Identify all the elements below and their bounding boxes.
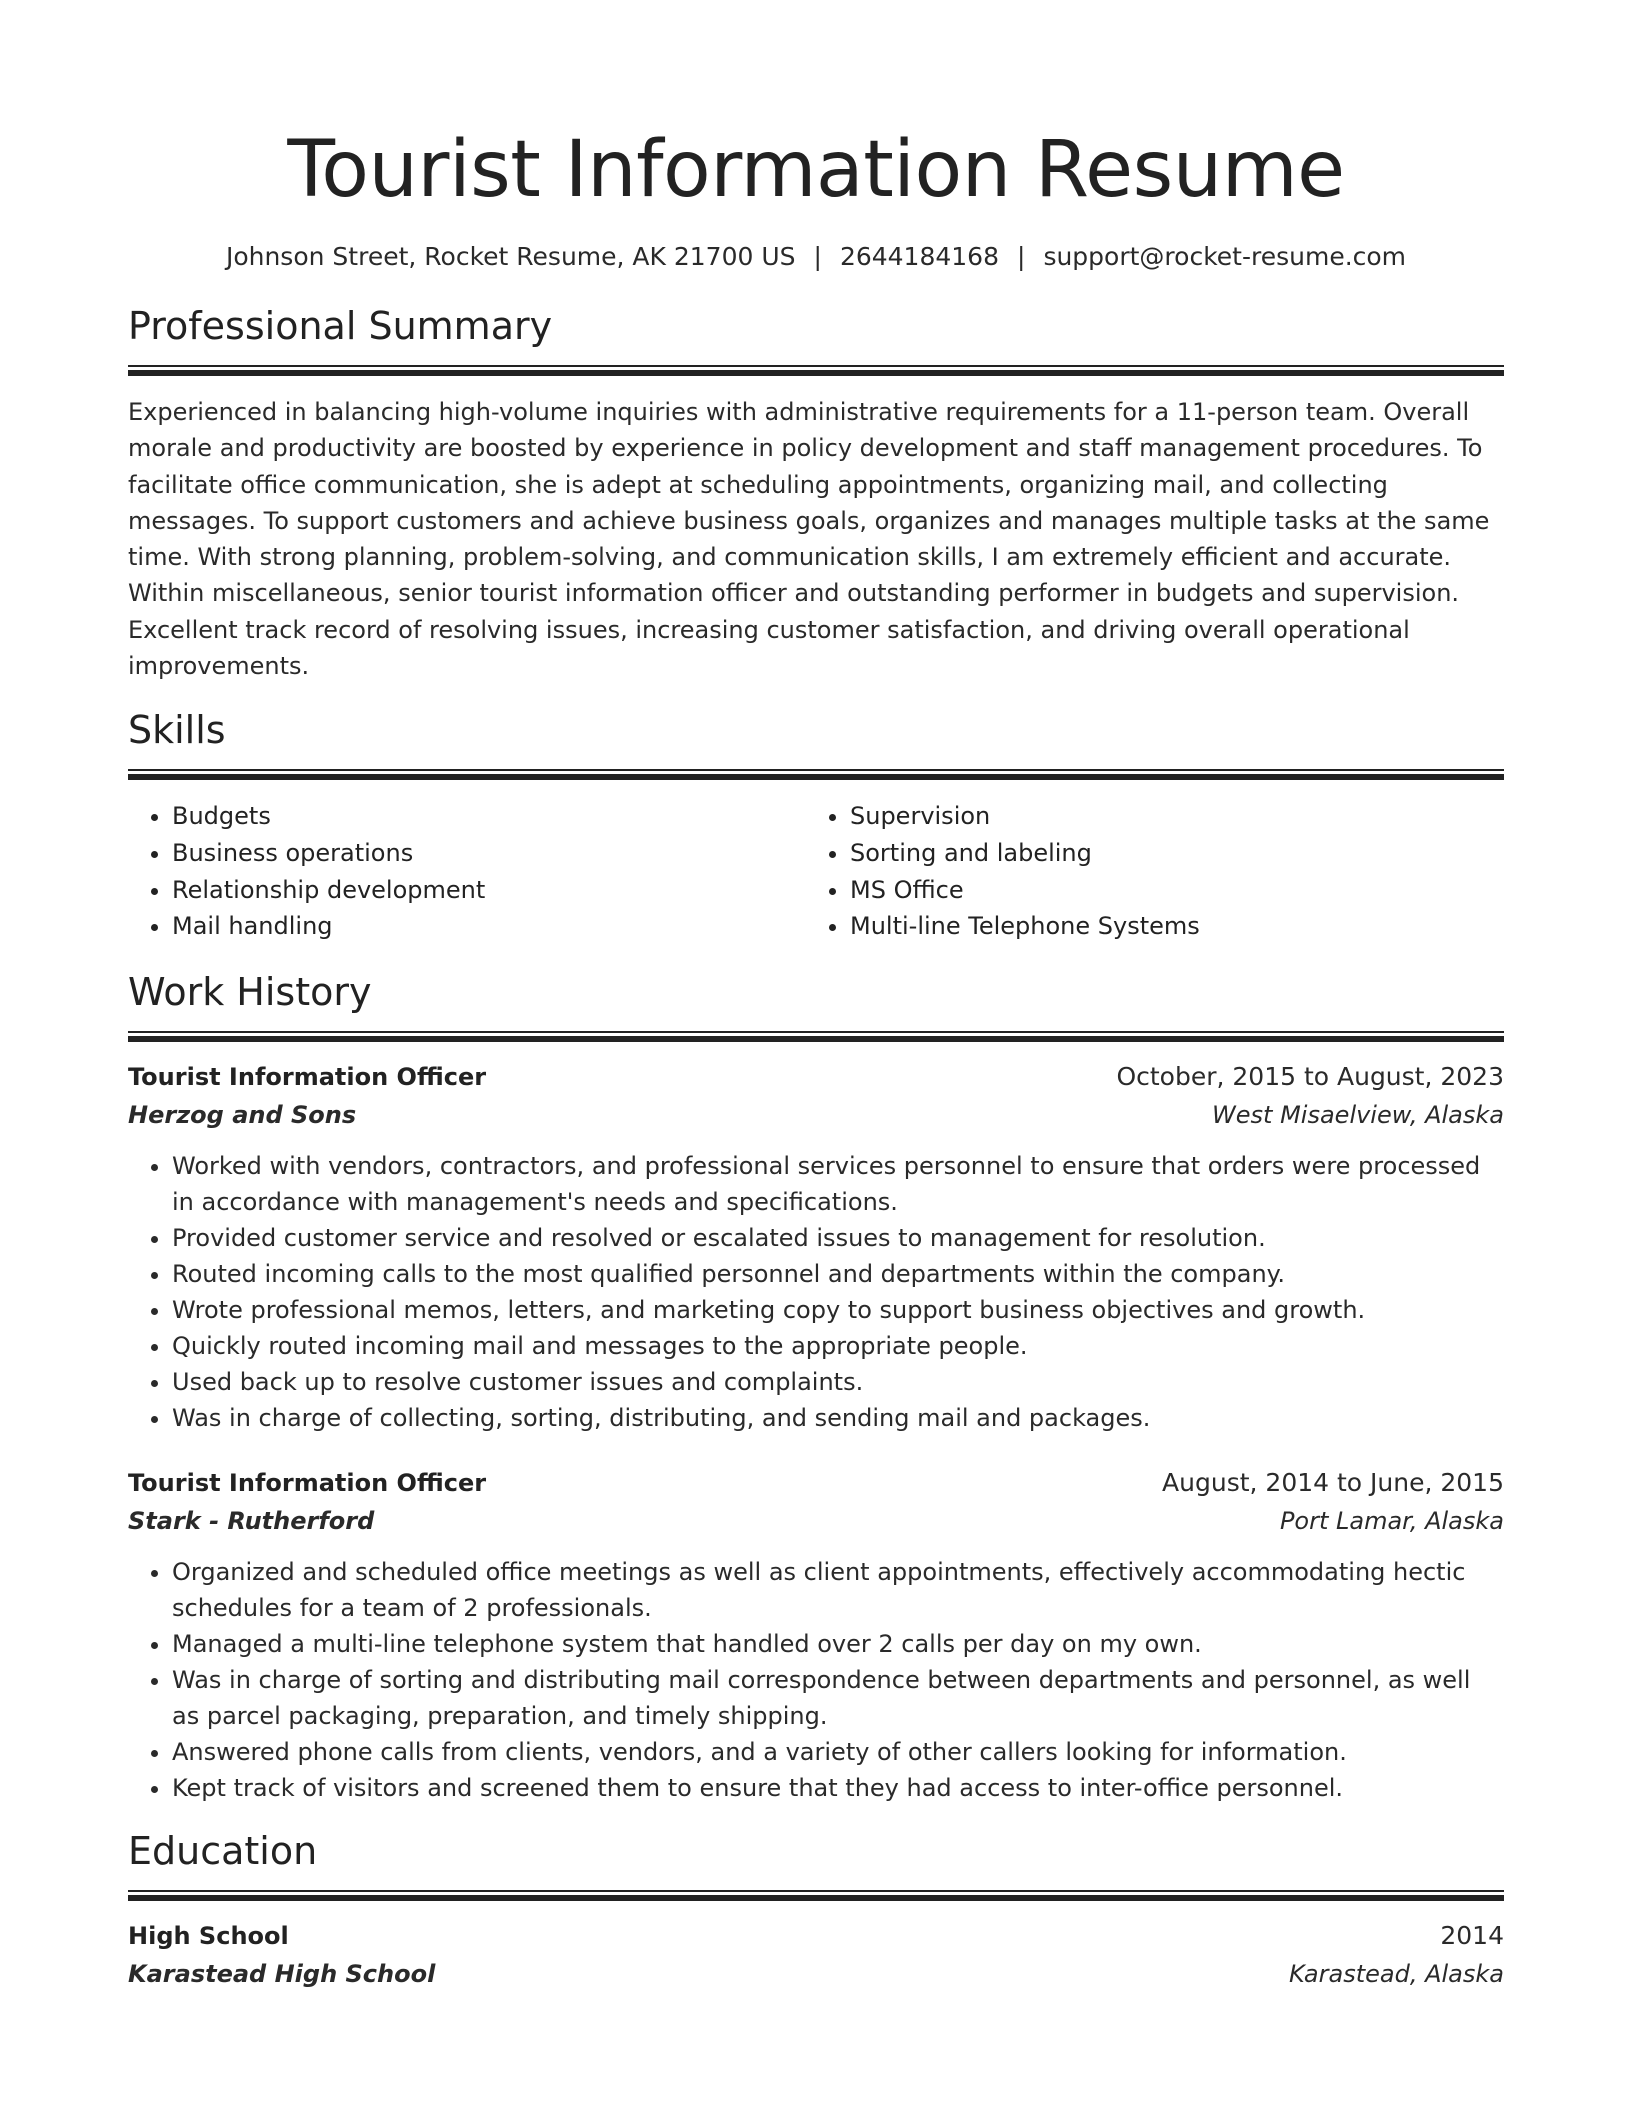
skill-item: • MS Office bbox=[850, 872, 1484, 909]
contact-address: Johnson Street, Rocket Resume, AK 21700 US bbox=[225, 242, 796, 271]
section-divider bbox=[128, 769, 1504, 780]
education-header bbox=[128, 1917, 1504, 1955]
job-entry bbox=[128, 1058, 1504, 1436]
work-history-section bbox=[128, 969, 1504, 1806]
contact-separator: | bbox=[813, 242, 822, 271]
job-bullet: • Wrote professional memos, letters, and marketing copy to support business objectives and growth. bbox=[172, 1292, 1504, 1328]
section-divider bbox=[128, 1031, 1504, 1042]
job-title: Tourist Information Officer bbox=[128, 1469, 487, 1498]
job-subheader bbox=[128, 1096, 1504, 1134]
education-entry bbox=[128, 1917, 1504, 1993]
section-title-summary: Professional Summary bbox=[128, 304, 553, 348]
contact-email: support@rocket-resume.com bbox=[1043, 242, 1407, 271]
skills-list bbox=[128, 798, 1504, 945]
job-bullets bbox=[128, 1554, 1504, 1806]
job-bullet: • Was in charge of collecting, sorting, distributing, and sending mail and packages. bbox=[172, 1400, 1504, 1436]
job-bullet: • Worked with vendors, contractors, and professional services personnel to ensure that orders were processed in accordance with management's needs and specifications. bbox=[172, 1148, 1504, 1220]
job-bullet: • Routed incoming calls to the most qualified personnel and departments within the company. bbox=[172, 1256, 1504, 1292]
skills-column-right bbox=[806, 798, 1484, 945]
job-bullet: • Quickly routed incoming mail and messages to the appropriate people. bbox=[172, 1328, 1504, 1364]
job-bullet: • Was in charge of sorting and distributing mail correspondence between departments and personnel, as well as parcel packaging, preparation, and timely shipping. bbox=[172, 1662, 1504, 1734]
section-title-education: Education bbox=[128, 1829, 318, 1874]
summary-section bbox=[128, 303, 1504, 684]
skill-item: • Business operations bbox=[172, 835, 806, 872]
job-dates: October, 2015 to August, 2023 bbox=[1116, 1062, 1504, 1092]
job-bullet: • Organized and scheduled office meetings as well as client appointments, effectively accommodating hectic schedules for a team of 2 professionals. bbox=[172, 1554, 1504, 1626]
job-company: Stark - Rutherford bbox=[128, 1507, 375, 1536]
job-header bbox=[128, 1464, 1504, 1502]
job-subheader bbox=[128, 1502, 1504, 1540]
skill-item: • Budgets bbox=[172, 798, 806, 835]
job-bullet: • Answered phone calls from clients, vendors, and a variety of other callers looking for information. bbox=[172, 1734, 1504, 1770]
skill-item: • Supervision bbox=[850, 798, 1484, 835]
contact-phone: 2644184168 bbox=[839, 242, 999, 271]
education-location: Karastead, Alaska bbox=[1289, 1960, 1504, 1989]
skills-section bbox=[128, 707, 1504, 945]
job-bullet: • Managed a multi-line telephone system that handled over 2 calls per day on my own. bbox=[172, 1626, 1504, 1662]
contact-separator: | bbox=[1017, 242, 1026, 271]
job-company: Herzog and Sons bbox=[128, 1101, 357, 1130]
skill-item: • Mail handling bbox=[172, 908, 806, 945]
education-degree: High School bbox=[128, 1922, 289, 1951]
education-section bbox=[128, 1828, 1504, 1993]
job-title: Tourist Information Officer bbox=[128, 1063, 487, 1092]
education-year: 2014 bbox=[1440, 1921, 1504, 1951]
job-bullet: • Provided customer service and resolved or escalated issues to management for resolution. bbox=[172, 1220, 1504, 1256]
education-school: Karastead High School bbox=[128, 1960, 436, 1989]
job-location: Port Lamar, Alaska bbox=[1279, 1507, 1504, 1536]
skill-item: • Relationship development bbox=[172, 872, 806, 909]
job-entry bbox=[128, 1464, 1504, 1806]
job-bullet: • Used back up to resolve customer issues and complaints. bbox=[172, 1364, 1504, 1400]
section-title-work: Work History bbox=[128, 970, 372, 1015]
summary-text: Experienced in balancing high-volume inquiries with administrative requirements for a 11-person team. Overall morale and productivity are boosted by experience in policy development and staff management procedures. To facilitate office communication, she is adept at scheduling appointments, organizing mail, and collecting messages. To support customers and achieve business goals, organizes and manages multiple tasks at the same time. With strong planning, problem-solving, and communication skills, I am extremely efficient and accurate. Within miscellaneous, senior tourist information officer and outstanding performer in budgets and supervision. Excellent track record of resolving issues, increasing customer satisfaction, and driving overall operational improvements. bbox=[128, 398, 1490, 681]
job-bullets bbox=[128, 1148, 1504, 1436]
skill-item: • Multi-line Telephone Systems bbox=[850, 908, 1484, 945]
job-header bbox=[128, 1058, 1504, 1096]
resume-title: Tourist Information Resume bbox=[287, 125, 1345, 215]
job-dates: August, 2014 to June, 2015 bbox=[1162, 1468, 1504, 1498]
job-location: West Misaelview, Alaska bbox=[1212, 1101, 1504, 1130]
job-bullet: • Kept track of visitors and screened them to ensure that they had access to inter-office personnel. bbox=[172, 1770, 1504, 1806]
skills-column-left bbox=[128, 798, 806, 945]
resume-page bbox=[128, 0, 1504, 1993]
skill-item: • Sorting and labeling bbox=[850, 835, 1484, 872]
section-divider bbox=[128, 365, 1504, 376]
education-subheader bbox=[128, 1955, 1504, 1993]
section-title-skills: Skills bbox=[128, 708, 226, 753]
section-divider bbox=[128, 1890, 1504, 1901]
contact-line bbox=[128, 240, 1504, 274]
